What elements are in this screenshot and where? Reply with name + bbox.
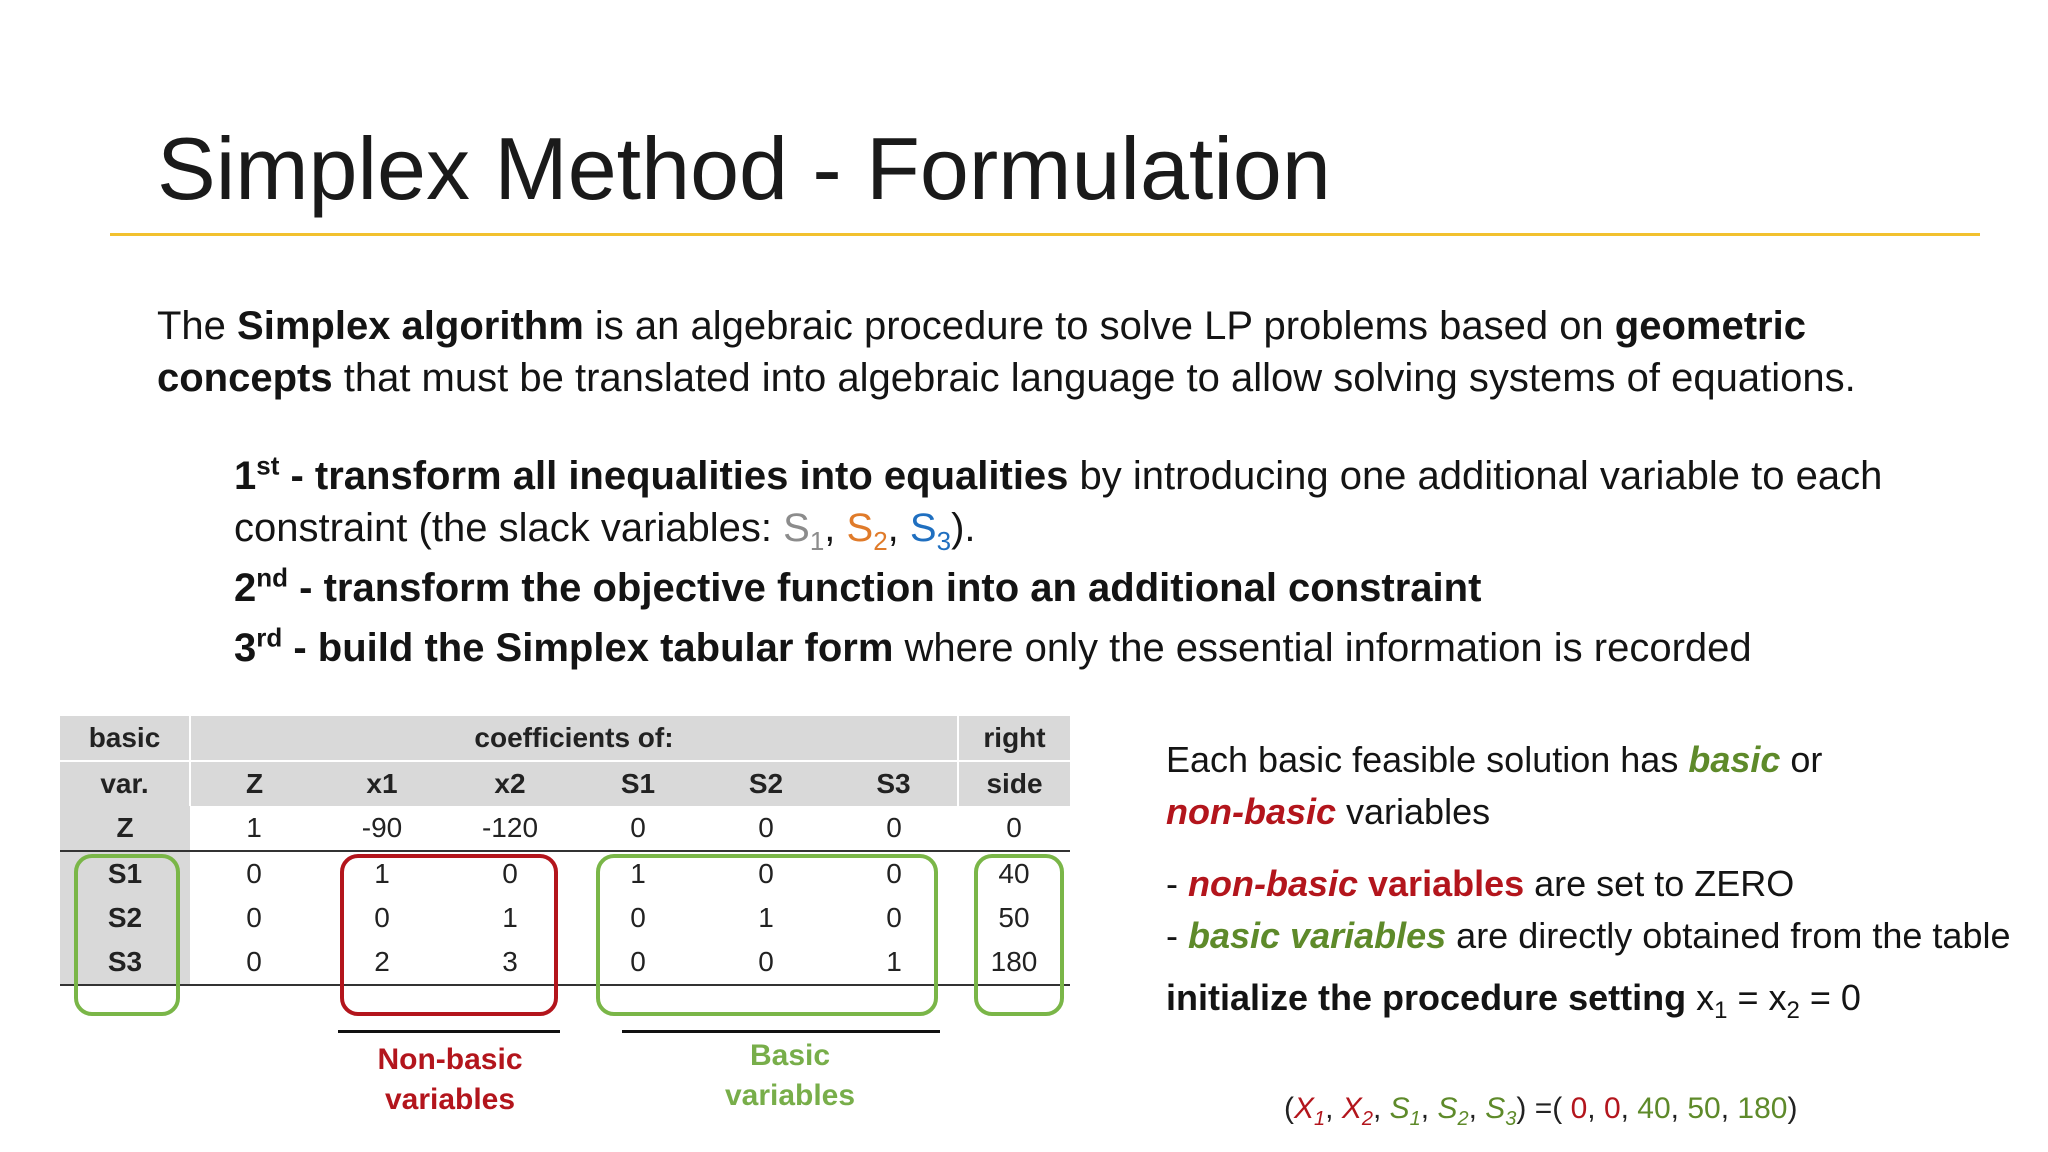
step-2 — [234, 562, 1994, 614]
table-row-s3: S3 0 2 3 0 0 1 180 — [60, 940, 1070, 985]
header-col-x1: x1 — [318, 761, 446, 806]
initial-solution-vector: ($X_1$, $X_2$, $S_1$, $S_2$, $S_3$) =( 0, 0, 40, 50, 180) — [1284, 1092, 1798, 1130]
intro-text-1: The — [157, 304, 238, 348]
slide-title: Simplex Method - Formulation — [157, 119, 1331, 218]
header-col-z: Z — [190, 761, 318, 806]
non-basic-caption: Non-basic variables — [377, 1043, 523, 1116]
step-3 — [234, 622, 1994, 674]
header-coefficients: coefficients of: — [190, 716, 958, 761]
step-3-number: 3 — [234, 626, 257, 670]
explanation-line-1: Each basic feasible solution has basic or non-basic variables — [1166, 739, 1823, 832]
non-basic-columns-highlight — [340, 854, 558, 1016]
header-side: side — [958, 761, 1070, 806]
intro-bold-1: Simplex algorithm — [237, 304, 584, 348]
step-1-number: 1 — [234, 454, 257, 498]
step-1-ordinal: st — [256, 450, 280, 481]
table-row-s1: S1 0 1 0 1 0 0 40 — [60, 851, 1070, 896]
header-var: var. — [60, 761, 190, 806]
explanation-line-4: initialize the procedure setting $x_1 = x_2 = 0$ — [1166, 977, 1861, 1025]
rhs-column-highlight — [974, 854, 1064, 1016]
basic-underline — [622, 1030, 940, 1033]
header-col-s2: S2 — [702, 761, 830, 806]
step-3-rest: where only the essential information is recorded — [893, 626, 1752, 670]
basic-var-label-highlight — [74, 854, 180, 1016]
table-header-row-2 — [60, 761, 1070, 806]
header-col-s3: S3 — [830, 761, 958, 806]
slack-s3: $S_3$ — [909, 506, 952, 556]
non-basic-underline — [338, 1030, 560, 1033]
intro-bold-2: geometric concepts — [157, 304, 1806, 400]
table-header-row-1 — [60, 716, 1070, 761]
step-3-bold: - build the Simplex tabular form — [282, 626, 894, 670]
steps-list — [234, 450, 1994, 682]
title-underline — [110, 233, 1980, 236]
basic-caption: Basic variables — [724, 1039, 856, 1112]
step-1: 1st - transform all inequalities into equalities by introducing one additional variable to each constraint (the slack variables: $S_1$, $S_2$, $S_3$). — [234, 450, 1883, 556]
step-2-bold: - transform the objective function into an additional constraint — [288, 566, 1482, 610]
intro-text-3: that must be translated into algebraic language to allow solving systems of equations. — [332, 356, 1856, 400]
step-3-ordinal: rd — [256, 622, 283, 653]
explanation-line-2: - non-basic variables are set to ZERO — [1166, 863, 1795, 904]
slack-s2: $S_2$ — [846, 506, 888, 556]
simplex-table-area — [60, 716, 1072, 1006]
step-2-number: 2 — [234, 566, 257, 610]
table-row-z: Z 1 -90 -120 0 0 0 0 — [60, 806, 1070, 851]
explanation-panel — [1166, 734, 2026, 1037]
table-row-s2: S2 0 0 1 0 1 0 50 — [60, 896, 1070, 940]
header-col-s1: S1 — [574, 761, 702, 806]
slack-s1: $S_1$ — [783, 506, 825, 556]
header-col-x2: x2 — [446, 761, 574, 806]
intro-paragraph — [157, 300, 1987, 404]
step-1-rest: by introducing one additional variable to each constraint (the slack variables: — [234, 454, 1883, 550]
explanation-line-3: - basic variables are directly obtained from the table — [1166, 915, 2011, 956]
header-right: right — [958, 716, 1070, 761]
header-basic: basic — [60, 716, 190, 761]
step-2-ordinal: nd — [256, 562, 289, 593]
intro-text-2: is an algebraic procedure to solve LP problems based on — [583, 304, 1615, 348]
basic-columns-highlight — [596, 854, 938, 1016]
step-1-bold: - transform all inequalities into equalities — [279, 454, 1069, 498]
